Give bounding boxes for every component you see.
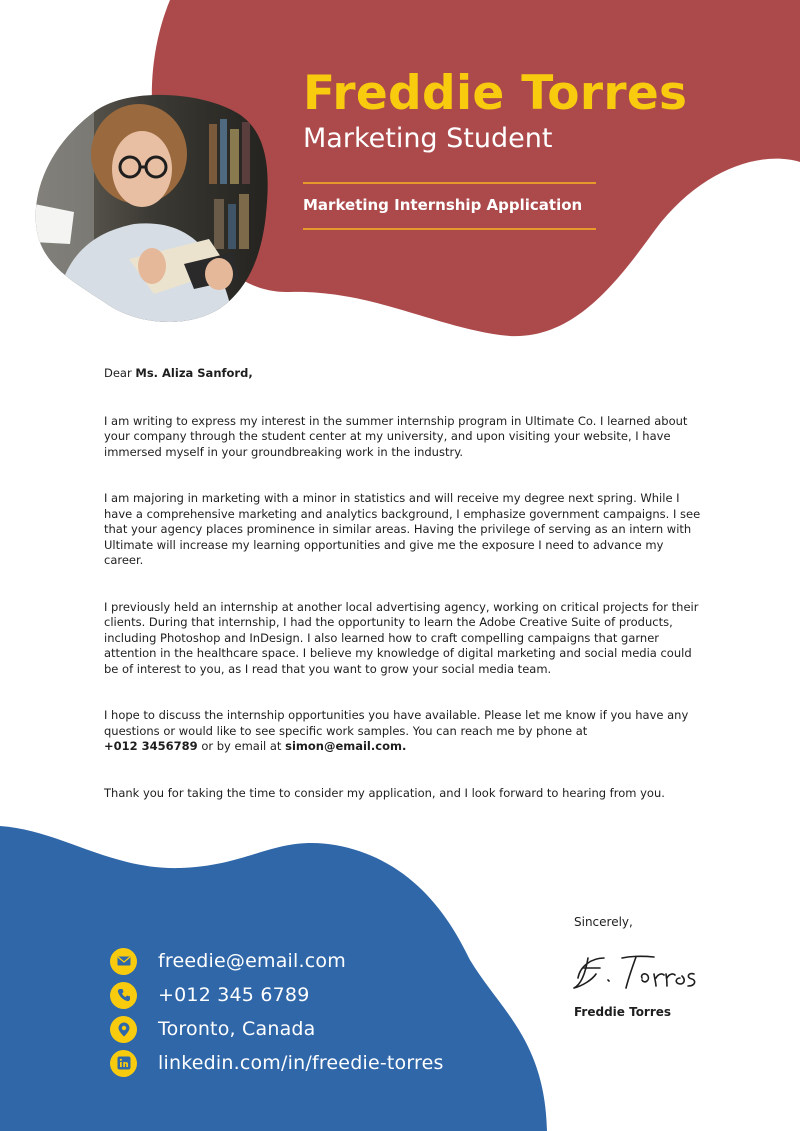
candidate-role: Marketing Student (303, 123, 553, 154)
contact-email-text: freedie@email.com (158, 950, 346, 972)
contact-middle: or by email at (197, 739, 286, 753)
contact-intro: I hope to discuss the internship opportunities you have available. Please let me know if you have any questions or would like to see specific work samples. You can reach me by phone at (104, 708, 689, 738)
location-pin-icon (110, 1016, 137, 1043)
envelope-icon (110, 948, 137, 975)
divider-bottom (303, 228, 596, 230)
signer-name: Freddie Torres (574, 1005, 672, 1019)
paragraph-3: I previously held an internship at another local advertising agency, working on critical projects for their clients. During that internship, I had the opportunity to learn the Adobe Creative Suite of products, including Photoshop and InDesign. I also learned how to craft compelling campaigns that garner attention in the healthcare space. I believe my knowledge of digital marketing and social media could be of interest to you, as I read that you want to grow your social media team. (104, 599, 699, 676)
contact-linkedin[interactable] (110, 1046, 444, 1080)
letter-body (104, 366, 704, 801)
contact-list (110, 944, 444, 1080)
contact-location[interactable] (110, 1012, 444, 1046)
letter-email: simon@email.com. (285, 739, 407, 753)
application-title: Marketing Internship Application (303, 196, 583, 214)
salutation-prefix: Dear (104, 366, 136, 380)
paragraph-2: I am majoring in marketing with a minor in statistics and will receive my degree next spring. While I have a comprehensive marketing and analytics background, I emphasize government campaigns. I see that your agency places prominence in similar areas. Having the privilege of serving as an intern with Ultimate will increase my learning opportunities and give me the exposure I need to advance my career. (104, 491, 701, 567)
candidate-name: Freddie Torres (303, 66, 688, 121)
profile-photo (34, 94, 268, 322)
linkedin-icon (110, 1050, 137, 1077)
contact-linkedin-text: linkedin.com/in/freedie-torres (158, 1052, 444, 1074)
salutation (104, 366, 704, 382)
signature (570, 948, 700, 998)
contact-location-text: Toronto, Canada (158, 1018, 316, 1040)
letter-phone: +012 3456789 (104, 739, 198, 753)
paragraph-1: I am writing to express my interest in the summer internship program in Ultimate Co. I learned about your company through the student center at my university, and upon visiting your website, I have immersed myself in your groundbreaking work in the industry. (104, 413, 688, 459)
valediction: Sincerely, (574, 915, 633, 929)
phone-icon (110, 982, 137, 1009)
contact-phone[interactable] (110, 978, 444, 1012)
header (303, 66, 783, 156)
contact-phone-text: +012 345 6789 (158, 984, 310, 1006)
contact-email[interactable] (110, 944, 444, 978)
paragraph-contact (104, 708, 704, 755)
paragraph-final: Thank you for taking the time to consider my application, and I look forward to hearing from you. (104, 785, 665, 800)
divider-top (303, 182, 596, 184)
recipient-name: Ms. Aliza Sanford, (135, 366, 253, 380)
